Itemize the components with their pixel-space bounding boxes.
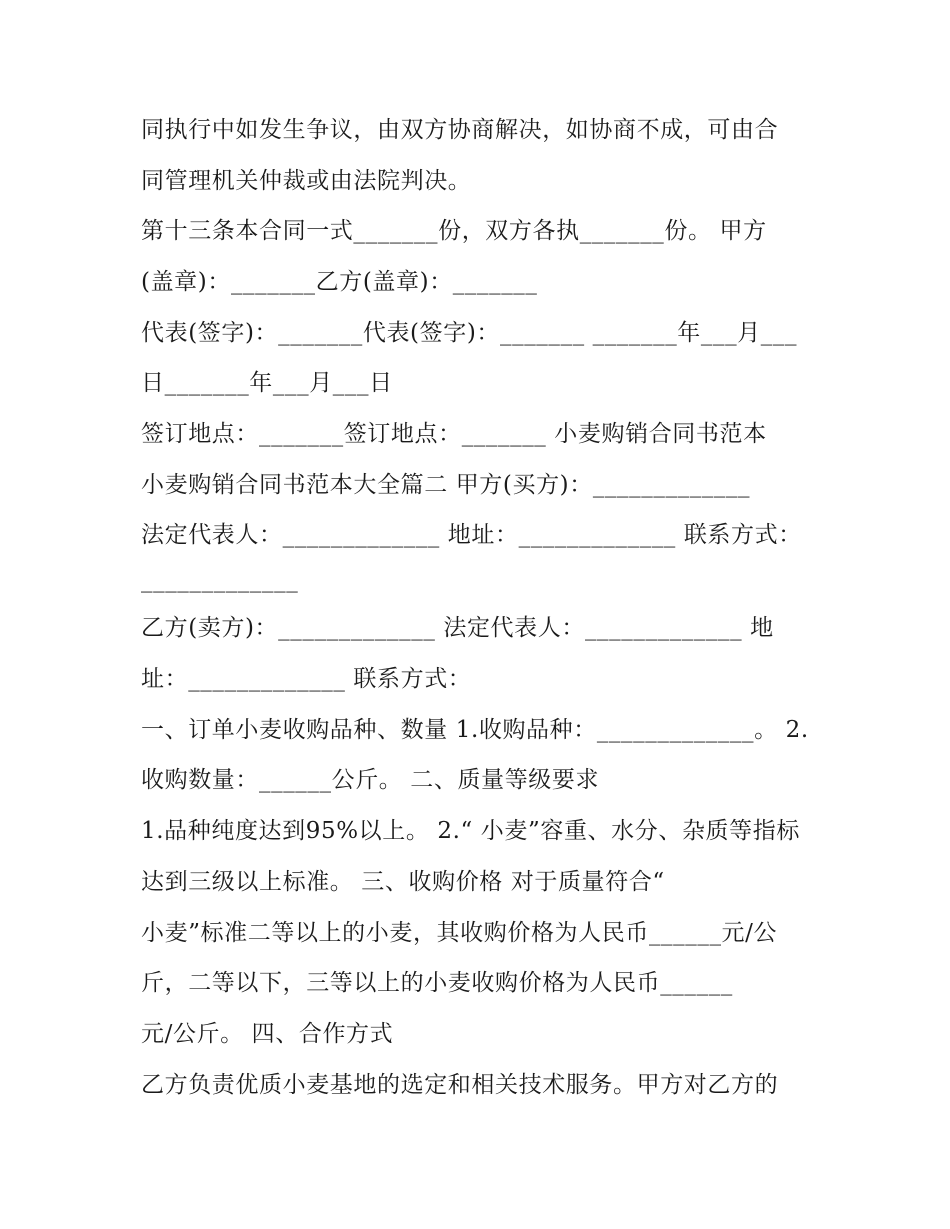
text-line: 小麦”标准二等以上的小麦，其收购价格为人民币______元/公 (141, 920, 778, 946)
text-line: 小麦购销合同书范本大全篇二 甲方(买方)：_____________ (141, 472, 751, 498)
text-line: 收购数量：______公斤。 二、质量等级要求 (141, 767, 600, 793)
text-line: 1.品种纯度达到95%以上。 2.“ 小麦”容重、水分、杂质等指标 (141, 818, 800, 844)
text-line: 元/公斤。 四、合作方式 (141, 1021, 394, 1047)
text-line: 乙方(卖方)：_____________ 法定代表人：_____________ 地 (141, 615, 774, 641)
text-line: 达到三级以上标准。 三、收购价格 对于质量符合“ (141, 869, 665, 895)
text-line: 代表(签字)：_______代表(签字)：_______ _______年___月___ (141, 320, 798, 346)
text-line: 法定代表人：_____________ 地址：_____________ 联系方式： (141, 522, 802, 548)
text-line: 乙方负责优质小麦基地的选定和相关技术服务。甲方对乙方的 (141, 1072, 779, 1098)
text-line: (盖章)：_______乙方(盖章)：_______ (141, 269, 538, 295)
text-line: 斤，二等以下，三等以上的小麦收购价格为人民币______ (141, 970, 733, 996)
text-line: 日_______年___月___日 (141, 370, 393, 396)
text-line: 同执行中如发生争议，由双方协商解决，如协商不成，可由合 (141, 117, 779, 143)
text-line: 一、订单小麦收购品种、数量 1.收购品种：_____________。 2. (141, 717, 809, 743)
text-line: 址：_____________ 联系方式： (141, 666, 472, 692)
text-line: 同管理机关仲裁或由法院判决。 (141, 168, 472, 194)
text-line: 第十三条本合同一式_______份，双方各执_______份。 甲方 (141, 218, 767, 244)
text-line: _____________ (141, 567, 299, 593)
text-line: 签订地点：_______签订地点：_______ 小麦购销合同书范本 (141, 421, 767, 447)
